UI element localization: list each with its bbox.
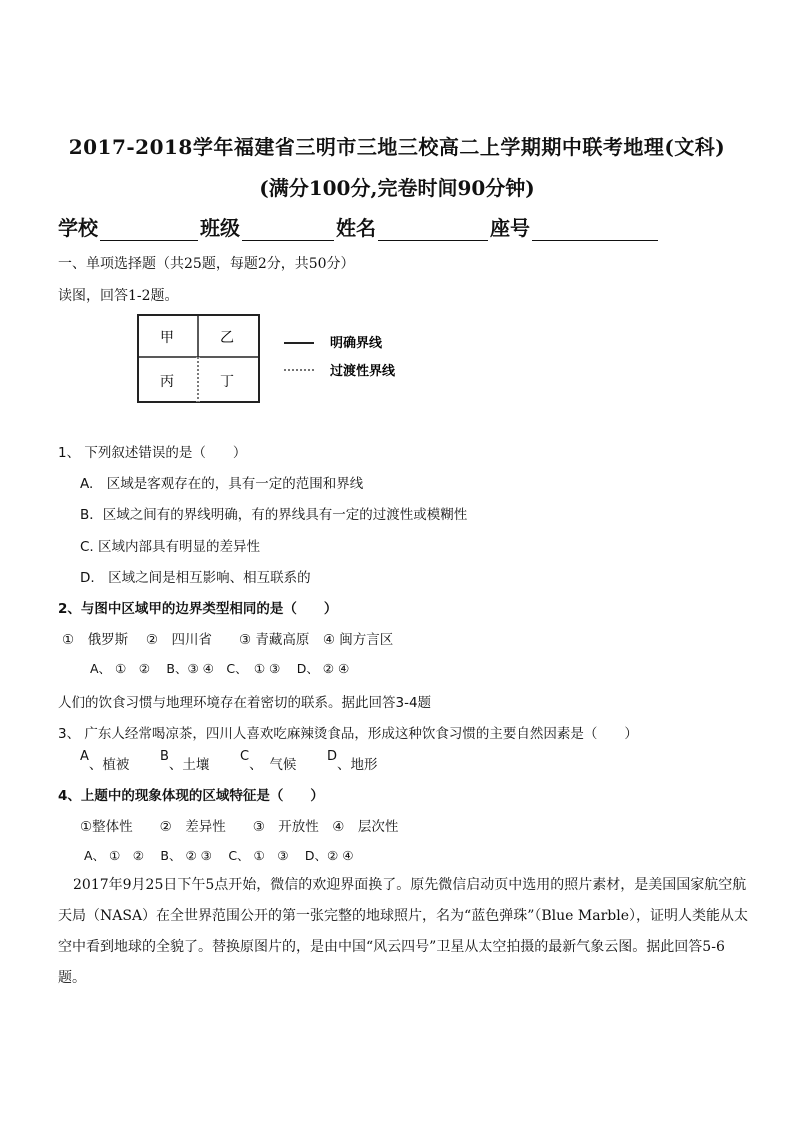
q1-option-b: B．区域之间有的界线明确，有的界线具有一定的过渡性或模糊性 (80, 507, 468, 523)
q2-choices: A、 ① ② B、③ ④ C、 ① ③ D、 ② ④ (90, 661, 350, 676)
school-label: 学校 (58, 216, 98, 240)
q3-option-a: 、植被 (88, 757, 130, 773)
q3-option-c: 、 气候 (249, 757, 297, 773)
read-figure-instruction: 读图，回答1-2题。 (58, 288, 179, 304)
name-label: 姓名 (336, 216, 376, 240)
q3-option-d: 、地形 (336, 757, 378, 773)
q2-stem: 2、与图中区域甲的边界类型相同的是（ ） (58, 601, 338, 617)
q3-letter-b: B (160, 749, 169, 764)
q3-options (80, 749, 378, 773)
cell-yi: 乙 (220, 330, 234, 346)
q4-stem: 4、上题中的现象体现的区域特征是（ ） (58, 788, 324, 804)
q4-choices: A、 ① ② B、 ② ③ C、 ① ③ D、② ④ (84, 848, 354, 863)
seat-label: 座号 (490, 216, 530, 240)
school-blank[interactable] (100, 220, 198, 241)
seat-blank[interactable] (532, 220, 658, 241)
q3-stem: 3、 广东人经常喝凉茶，四川人喜欢吃麻辣烫食品，形成这种饮食习惯的主要自然因素是（ ） (58, 726, 638, 742)
name-blank[interactable] (378, 220, 488, 241)
region-boundary-figure (136, 313, 426, 407)
legend-solid-label: 明确界线 (330, 336, 383, 351)
q4-items: ①整体性 ② 差异性 ③ 开放性 ④ 层次性 (80, 819, 399, 835)
intro-3-4: 人们的饮食习惯与地理环境存在着密切的联系。据此回答3-4题 (58, 695, 432, 711)
document-title: 2017-2018学年福建省三明市三地三校高二上学期期中联考地理(文科) (68, 135, 726, 159)
cell-bing: 丙 (160, 374, 174, 390)
class-blank[interactable] (242, 220, 334, 241)
legend-dashed-label: 过渡性界线 (330, 364, 396, 379)
document-subtitle: (满分100分,完卷时间90分钟) (259, 176, 535, 200)
q3-letter-a: A (80, 749, 89, 764)
student-info-line (58, 212, 660, 241)
passage-5-6: 2017年9月25日下午5点开始，微信的欢迎界面换了。原先微信启动页中选用的照片素材，是美国国家航空航天局（NASA）在全世界范围公开的第一张完整的地球照片，名为“蓝色弹珠”（Blue Marble），证明人类能从太空中看到地球的全貌了。替换原图片的，是由中国“风云四号”卫星从太空拍摄的最新气象云图。据此回答5-6题。 (58, 877, 748, 986)
q1-stem: 1、 下列叙述错误的是（ ） (58, 445, 247, 461)
q1-option-a: A. 区域是客观存在的，具有一定的范围和界线 (80, 476, 364, 492)
section-heading: 一、单项选择题（共25题，每题2分，共50分） (58, 256, 355, 272)
q3-letter-c: C (240, 749, 250, 764)
q3-option-b: 、土壤 (168, 757, 210, 773)
q1-option-d: D. 区域之间是相互影响、相互联系的 (80, 570, 311, 586)
q2-items: ① 俄罗斯 ② 四川省 ③ 青藏高原 ④ 闽方言区 (62, 632, 394, 648)
cell-ding: 丁 (220, 374, 234, 390)
cell-jia: 甲 (160, 330, 174, 346)
q1-option-c: C. 区域内部具有明显的差异性 (80, 539, 261, 555)
q3-letter-d: D (326, 749, 337, 764)
class-label: 班级 (200, 216, 240, 240)
